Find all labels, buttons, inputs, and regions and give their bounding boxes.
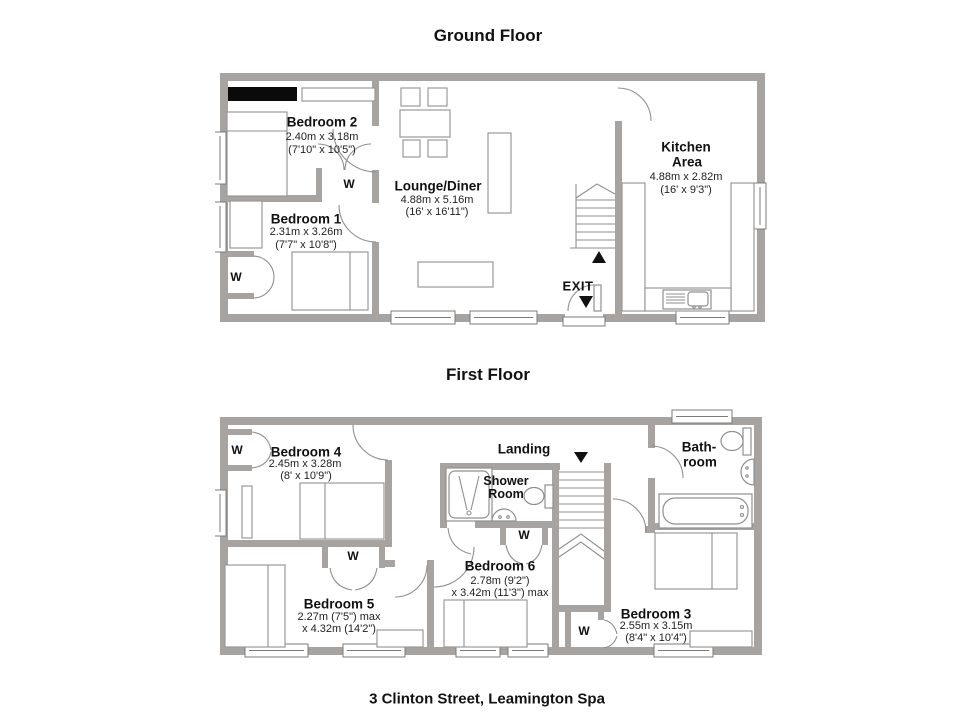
wardrobe-label: W [343,177,355,191]
room-dim: 2.27m (7'5") max [297,611,381,623]
bed-icon [300,483,384,539]
wardrobe-icon [444,600,527,647]
room-dim: (8' x 10'9") [280,470,332,482]
toilet-icon [524,485,553,508]
wardrobe-icon [230,201,262,248]
window [470,311,537,324]
exit-label: EXIT [562,278,594,294]
window [672,410,732,423]
room-label-bedroom-1: Bedroom 1 [270,211,342,227]
room-dim: (16' x 16'11") [405,206,469,218]
window [754,183,766,229]
window [215,202,226,252]
bed-icon [292,252,368,310]
door-arc [613,499,646,532]
room-label-shower-room: Shower [483,474,529,488]
door-arc [353,425,388,460]
room-dim: 4.88m x 2.82m [649,171,723,183]
exit-arrow [579,296,593,308]
stairs [570,184,615,263]
room-label-landing: Landing [497,441,551,457]
wardrobe-label: W [230,270,242,284]
bathtub-icon [659,494,752,528]
side-table-icon [242,486,252,538]
wardrobe-label: W [518,528,530,542]
wardrobe-label: W [231,443,243,457]
first-floor-title: First Floor [445,365,531,384]
wardrobe-label: W [347,549,359,563]
ground-floor-title: Ground Floor [433,26,543,45]
door-arc [651,446,683,478]
sofa-icon [488,133,511,213]
wardrobe-doors [330,568,377,590]
wardrobe-doors [253,256,274,298]
coffee-table-icon [418,262,493,287]
window [215,132,226,184]
room-dim: (8'4" x 10'4") [625,632,687,644]
side-table-icon [690,631,752,647]
room-label-kitchen-area: Area [671,154,703,170]
room-dim: x 4.32m (14'2") [302,623,376,635]
bed-icon [225,565,285,647]
room-dim: x 3.42m (11'3") max [451,587,549,599]
window [391,311,455,324]
room-dim: 4.88m x 5.16m [400,194,474,206]
room-label-kitchen-area: Kitchen [661,139,711,155]
desk-icon [377,630,423,647]
room-label-bathroom: Bath- [681,439,717,455]
wardrobe-doors [604,620,617,648]
door-arc [618,88,651,121]
ground-floor-plan [215,68,775,330]
room-dim: 2.55m x 3.15m [619,620,693,632]
window [215,490,226,536]
shelf-icon [302,88,375,101]
room-label-lounge-diner: Lounge/Diner [394,178,482,194]
bed-icon [227,112,287,196]
room-label-bathroom: room [683,454,717,470]
door-arc [395,565,427,597]
room-label-bedroom-2: Bedroom 2 [286,114,358,130]
storage-black-box [228,87,297,101]
room-label-bedroom-3: Bedroom 3 [620,606,692,622]
room-dim: (7'10" x 10'5") [288,144,356,156]
room-label-bedroom-6: Bedroom 6 [464,558,536,574]
toilet-icon [721,428,751,455]
room-dim: (7'7" x 10'8") [275,239,337,251]
sink-icon [741,459,754,485]
kitchen-sink-icon [663,290,711,309]
room-dim: 2.78m (9'2") [470,575,530,587]
stairs-down-arrow [574,452,588,463]
room-dim: (16' x 9'3") [660,184,712,196]
room-label-bedroom-5: Bedroom 5 [303,596,375,612]
sink-icon [492,509,516,521]
door-arc [339,205,376,242]
door-arc [448,528,471,554]
bed-icon [655,533,737,589]
wardrobe-label: W [578,624,590,638]
room-dim: 2.31m x 3.26m [269,226,343,238]
dining-table-icon [400,88,450,157]
room-dim: 2.45m x 3.28m [268,458,342,470]
room-label-bedroom-4: Bedroom 4 [270,444,342,460]
window [676,311,729,324]
room-label-shower-room: Room [488,487,524,501]
stairs [559,452,604,559]
room-dim: 2.40m x 3.18m [285,131,359,143]
address-caption: 3 Clinton Street, Leamington Spa [369,690,605,708]
stairs-up-arrow [592,251,606,263]
